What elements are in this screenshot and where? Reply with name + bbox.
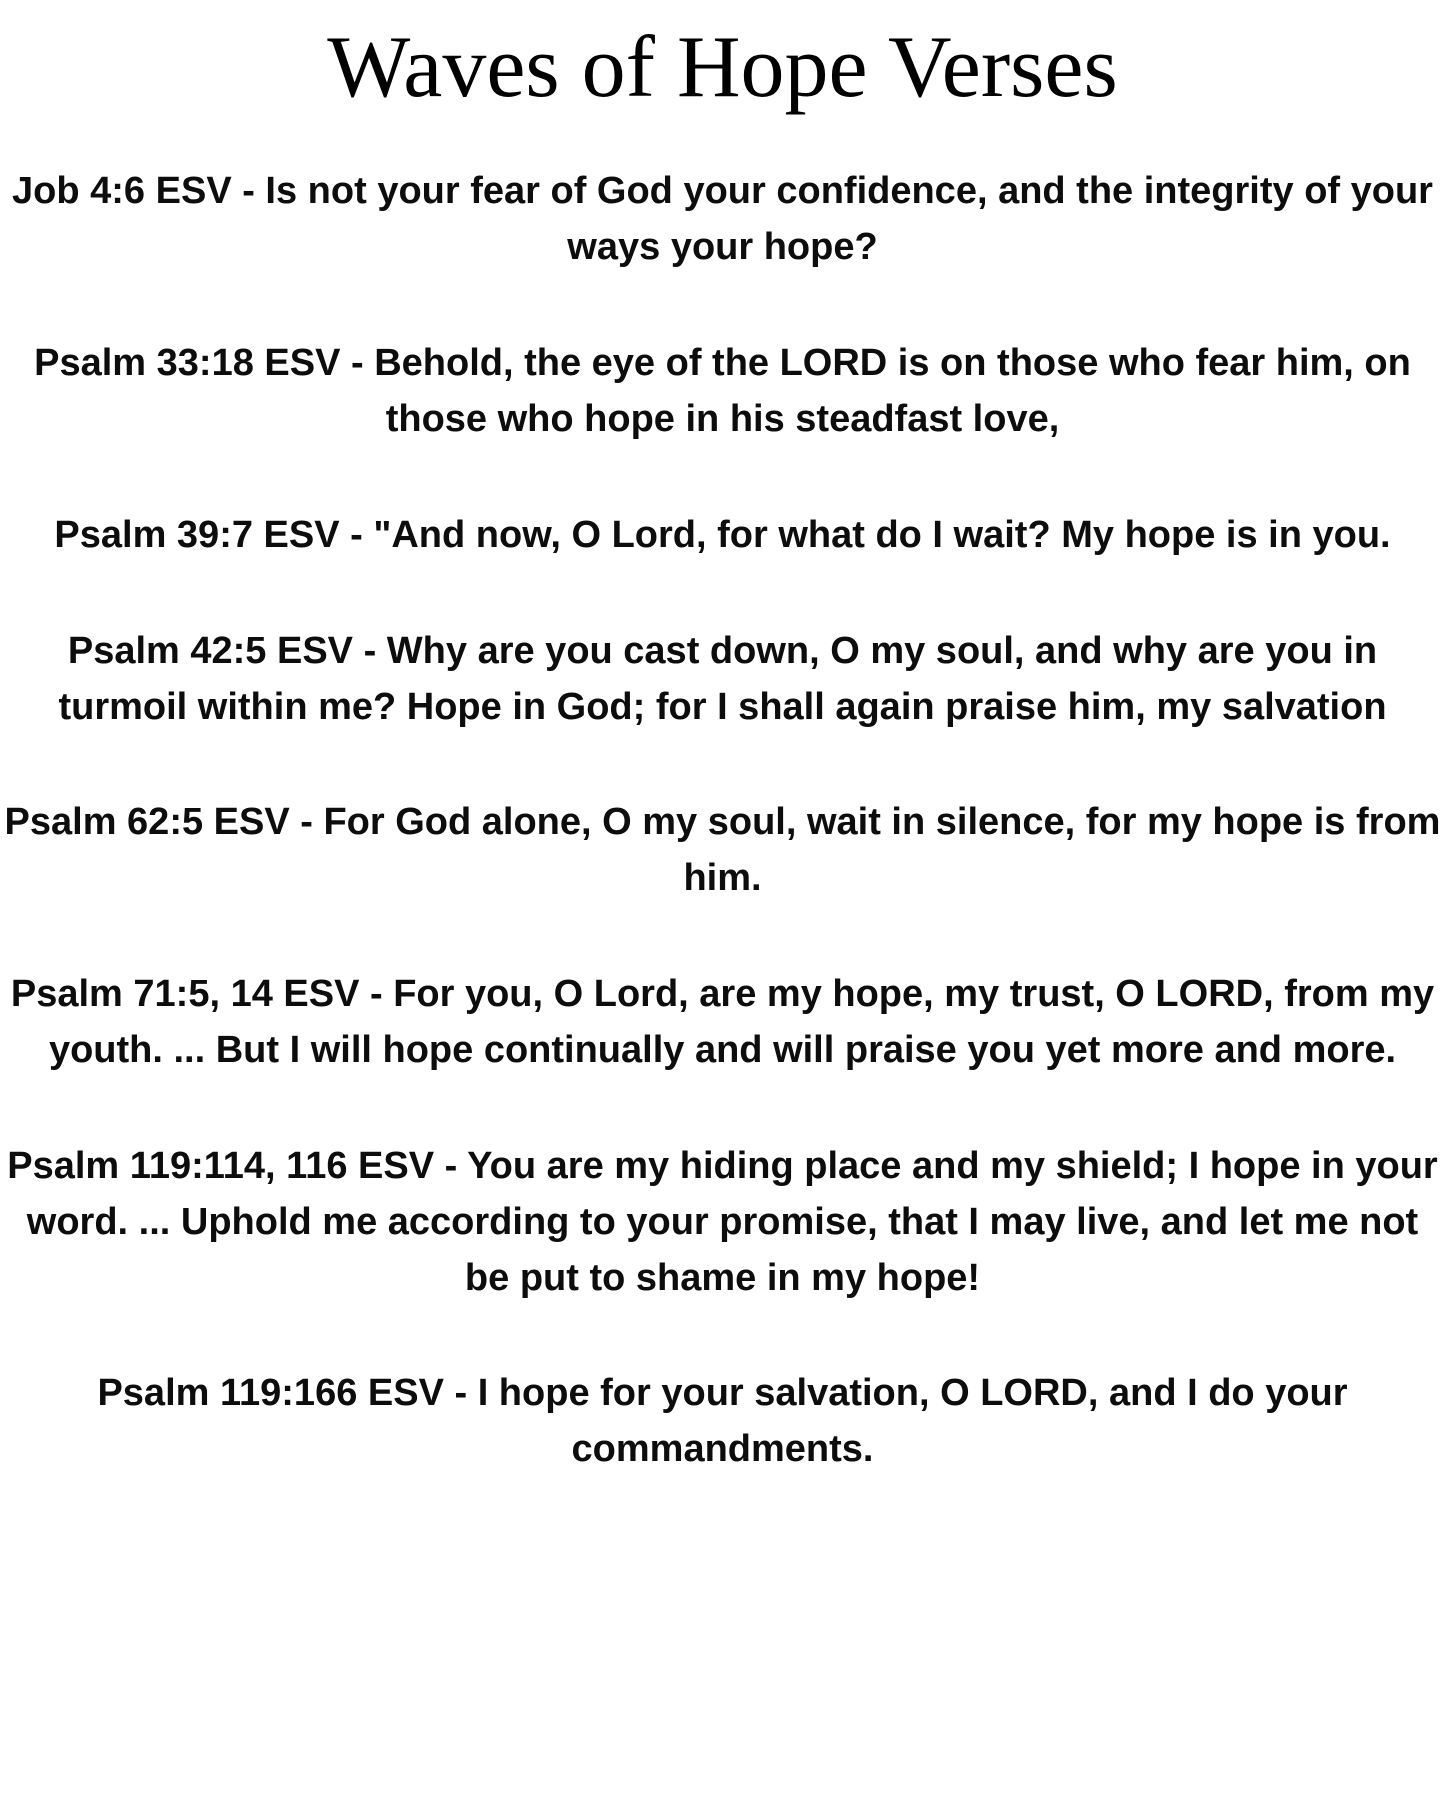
verse-psalm-71-5-14: Psalm 71:5, 14 ESV - For you, O Lord, are my hope, my trust, O LORD, from my youth. ... But I will hope continually and will praise you yet more and more.	[10, 973, 1435, 1071]
verse-psalm-62-5: Psalm 62:5 ESV - For God alone, O my soul, wait in silence, for my hope is from him.	[4, 801, 1441, 900]
verse-job-4-6: Job 4:6 ESV - Is not your fear of God your confidence, and the integrity of your ways your hope?	[12, 170, 1433, 269]
verse-psalm-42-5: Psalm 42:5 ESV - Why are you cast down, O my soul, and why are you in turmoil within me? Hope in God; for I shall again praise him, my salvation	[58, 629, 1387, 728]
verse-psalm-39-7: Psalm 39:7 ESV - "And now, O Lord, for what do I wait? My hope is in you.	[54, 513, 1391, 556]
verse-psalm-119-114-116: Psalm 119:114, 116 ESV - You are my hiding place and my shield; I hope in your word. ... Uphold me according to your promise, that I may live, and let me not be put to shame in my hope!	[7, 1144, 1438, 1299]
verse-psalm-119-166: Psalm 119:166 ESV - I hope for your salvation, O LORD, and I do your commandments.	[97, 1372, 1348, 1471]
verse-psalm-33-18: Psalm 33:18 ESV - Behold, the eye of the LORD is on those who fear him, on those who hope in his steadfast love,	[34, 342, 1411, 440]
page-title: Waves of Hope Verses	[327, 19, 1118, 116]
verse-list	[0, 164, 1445, 1478]
